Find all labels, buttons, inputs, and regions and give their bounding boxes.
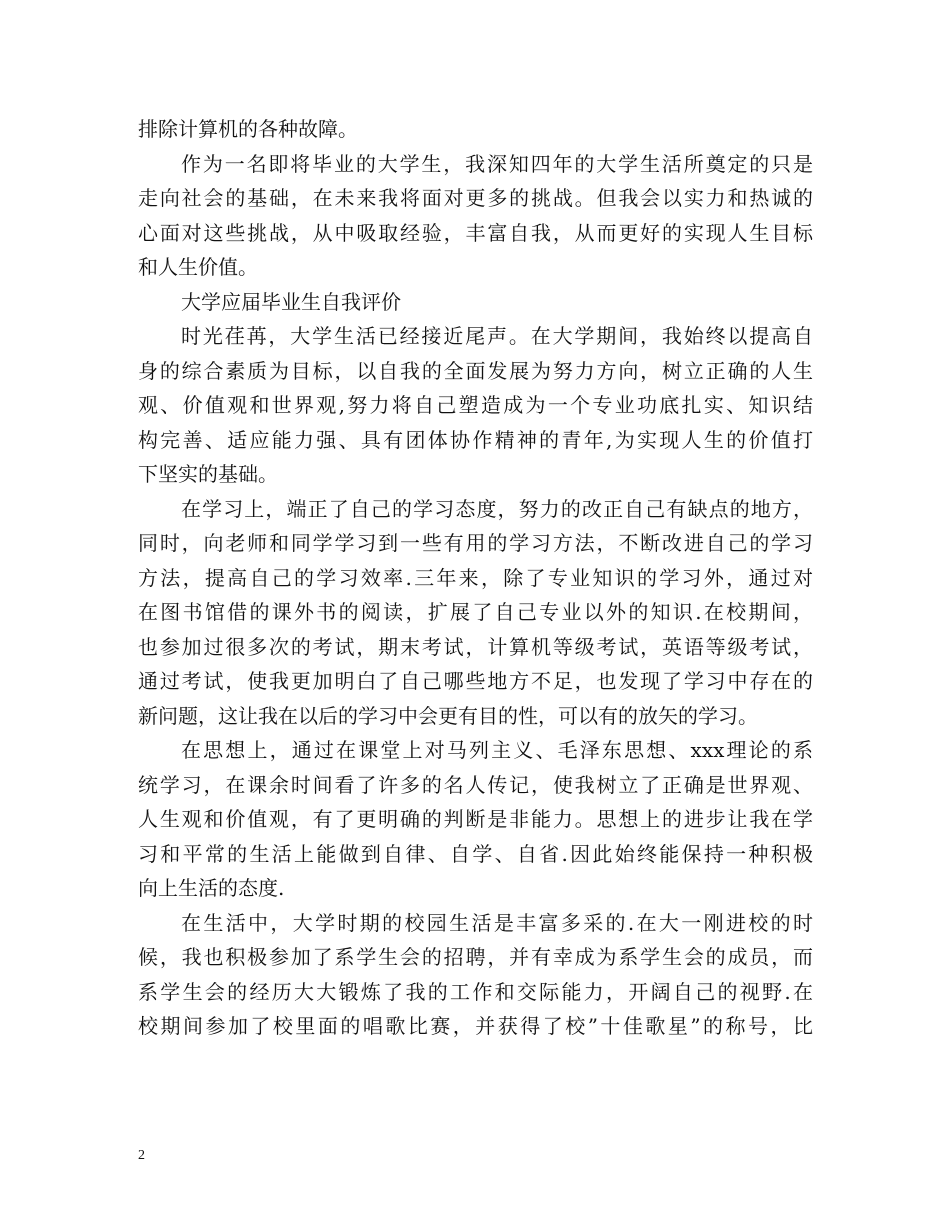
- text-line: 也参加过很多次的考试，期末考试，计算机等级考试，英语等级考试，: [138, 634, 813, 659]
- text-line: 大学应届毕业生自我评价: [181, 289, 401, 314]
- page-number: 2: [138, 1148, 145, 1163]
- text-line: 在思想上，通过在课堂上对马列主义、毛泽东思想、xxx理论的系: [181, 738, 813, 762]
- text-line: 排除计算机的各种故障。: [138, 117, 358, 141]
- text-line: 同时，向老师和同学学习到一些有用的学习方法，不断改进自己的学习: [138, 531, 813, 555]
- text-line: 系学生会的经历大大锻炼了我的工作和交际能力，开阔自己的视野.在: [138, 979, 813, 1004]
- text-line: 通过考试，使我更加明白了自己哪些地方不足，也发现了学习中存在的: [138, 669, 813, 693]
- text-line: 下坚实的基础。: [138, 462, 278, 486]
- text-line: 习和平常的生活上能做到自律、自学、自省.因此始终能保持一种积极: [138, 841, 813, 866]
- text-line: 方法，提高自己的学习效率.三年来，除了专业知识的学习外，通过对: [138, 565, 813, 590]
- text-line: 校期间参加了校里面的唱歌比赛，并获得了校”十佳歌星”的称号，比: [138, 1014, 813, 1038]
- text-line: 构完善、适应能力强、具有团体协作精神的青年,为实现人生的价值打: [138, 427, 813, 452]
- text-line: 在学习上，端正了自己的学习态度，努力的改正自己有缺点的地方，: [181, 496, 813, 521]
- text-line: 走向社会的基础，在未来我将面对更多的挑战。但我会以实力和热诚的: [138, 186, 813, 210]
- text-line: 候，我也积极参加了系学生会的招聘，并有幸成为系学生会的成员，而: [138, 945, 813, 969]
- text-line: 身的综合素质为目标，以自我的全面发展为努力方向，树立正确的人生: [138, 358, 813, 383]
- text-line: 和人生价值。: [138, 255, 258, 279]
- text-line: 向上生活的态度.: [138, 876, 285, 900]
- text-line: 统学习，在课余时间看了许多的名人传记，使我树立了正确是世界观、: [138, 772, 813, 797]
- text-line: 时光荏苒，大学生活已经接近尾声。在大学期间，我始终以提高自: [181, 324, 813, 348]
- text-line: 人生观和价值观，有了更明确的判断是非能力。思想上的进步让我在学: [138, 807, 813, 831]
- text-line: 在图书馆借的课外书的阅读，扩展了自己专业以外的知识.在校期间，: [138, 600, 813, 624]
- text-line: 作为一名即将毕业的大学生，我深知四年的大学生活所奠定的只是: [181, 151, 813, 176]
- text-line: 心面对这些挑战，从中吸取经验，丰富自我，从而更好的实现人生目标: [138, 220, 813, 245]
- text-line: 观、价值观和世界观,努力将自己塑造成为一个专业功底扎实、知识结: [138, 393, 813, 417]
- text-line: 在生活中，大学时期的校园生活是丰富多采的.在大一刚进校的时: [181, 910, 813, 935]
- text-line: 新问题，这让我在以后的学习中会更有目的性，可以有的放矢的学习。: [138, 703, 758, 728]
- body-text: [138, 112, 813, 1044]
